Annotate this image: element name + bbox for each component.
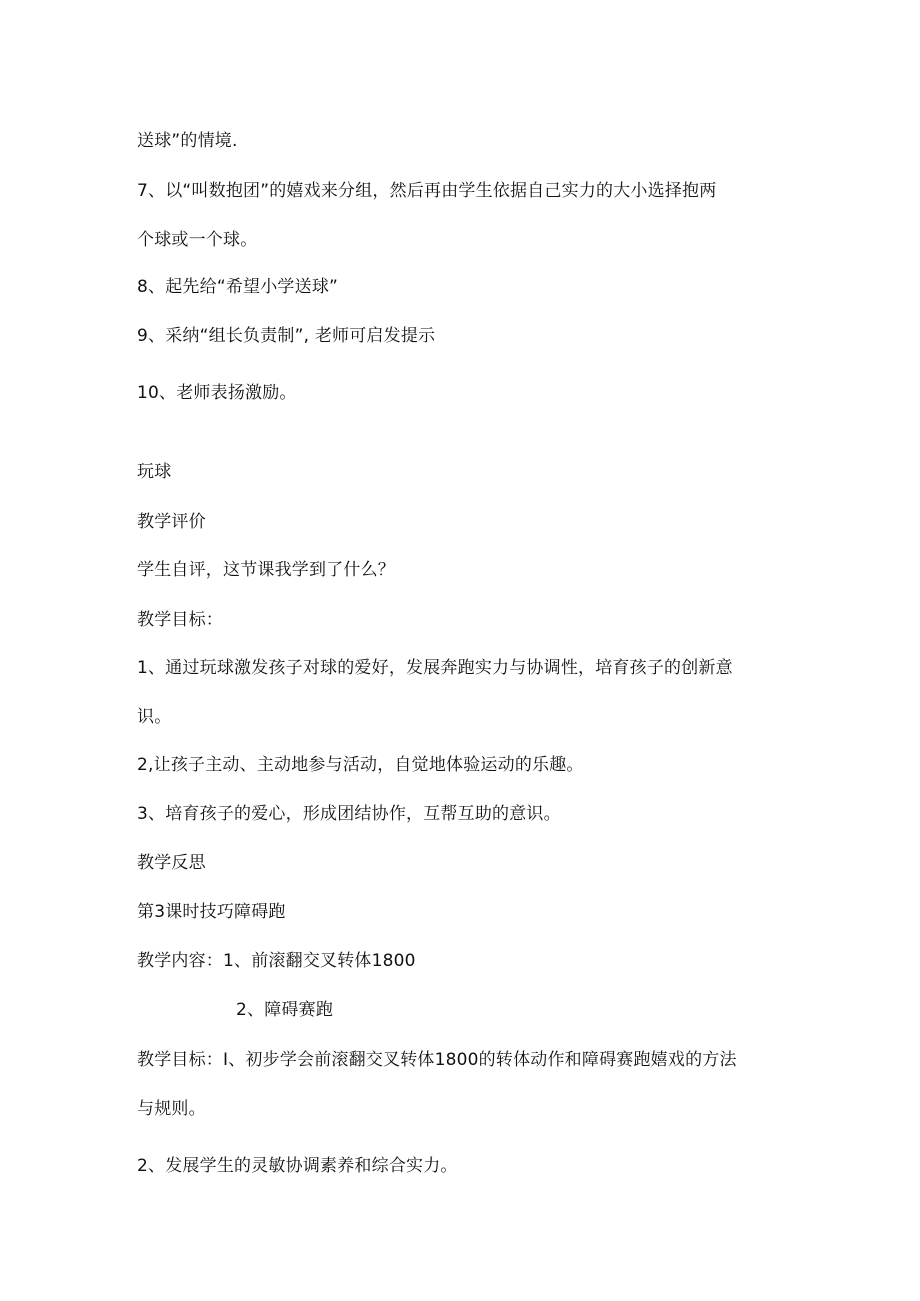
text-line-7: 玩球 [137,462,172,482]
text-line-16: 第3课时技巧障碍跑 [137,902,286,922]
text-line-18: 2、障碍赛跑 [236,1000,334,1020]
text-line-3: 个球或一个球。 [137,230,258,250]
text-line-4: 8、起先给“希望小学送球” [137,277,339,297]
text-line-2: 7、以“叫数抱团”的嬉戏来分组，然后再由学生依据自己实力的大小选择抱两 [137,181,717,201]
text-line-11: 1、通过玩球激发孩子对球的爱好，发展奔跑实力与协调性，培育孩子的创新意 [137,658,733,678]
text-line-12: 识。 [137,707,172,727]
text-line-17: 教学内容：1、前滚翻交叉转体1800 [137,951,416,971]
text-line-19: 教学目标：I、初步学会前滚翻交叉转体1800的转体动作和障碍赛跑嬉戏的方法 [137,1050,737,1070]
text-line-5: 9、采纳“组长负责制”, 老师可启发提示 [137,326,436,346]
text-line-15: 教学反思 [137,853,206,873]
text-line-14: 3、培育孩子的爱心，形成团结协作，互帮互助的意识。 [137,804,561,824]
text-line-13: 2,让孩子主动、主动地参与活动，自觉地体验运动的乐趣。 [137,755,584,775]
text-line-6: 10、老师表扬激励。 [137,383,297,403]
text-line-20: 与规则。 [137,1099,206,1119]
text-line-9: 学生自评，这节课我学到了什么？ [137,560,395,580]
text-line-8: 教学评价 [137,512,206,532]
text-line-10: 教学目标： [137,610,223,630]
text-line-21: 2、发展学生的灵敏协调素养和综合实力。 [137,1156,458,1176]
text-line-1: 送球”的情境. [137,131,238,151]
